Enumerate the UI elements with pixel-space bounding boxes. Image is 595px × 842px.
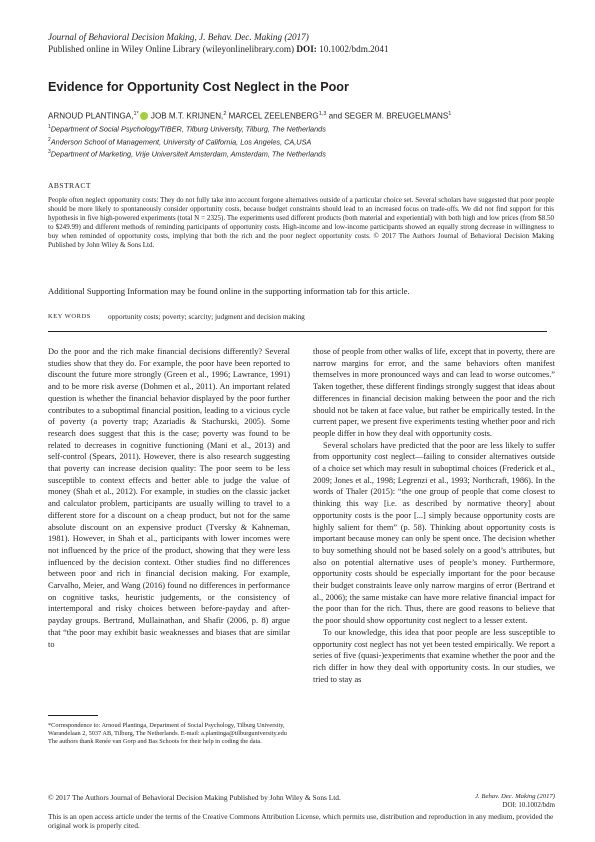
acknowledgement-footnote: The authors thank Renée van Gorp and Bas Schoots for their help in coding the data. [48, 738, 262, 745]
body-column-left [48, 346, 290, 706]
author-2-affil: 2 [223, 111, 227, 117]
author-4-affil: 1 [448, 111, 452, 117]
affiliation-1-text: Department of Social Psychology/TIBER, Tilburg University, Tilburg, The Netherlands [50, 124, 326, 134]
author-list [48, 111, 451, 121]
correspondence-footnote: *Correspondence to: Arnoud Plantinga, Department of Social Psychology, Tilburg University, Warandelaan 2, 5037 AB, Tilburg, The Netherlands. E-mail: a.plantinga@tilburguniversity.edu [48, 722, 287, 737]
footer-journal: J. Behav. Dec. Making (2017) [475, 793, 555, 800]
author-3: MARCEL ZEELENBERG [226, 111, 319, 121]
published-online-line [48, 43, 389, 55]
keywords-label: KEY WORDS [48, 313, 91, 320]
copyright-line: © 2017 The Authors Journal of Behavioral Decision Making Published by John Wiley & Sons Ltd. [48, 793, 341, 802]
supporting-info-note: Additional Supporting Information may be found online in the supporting information tab for this article. [48, 286, 410, 296]
orcid-icon[interactable] [140, 112, 148, 120]
body-paragraph: Do the poor and the rich make financial decisions differently? Several studies show that they do. For example, the poor have been reported to discount the future more strongly (Green et al., 1996; Lawrance, 1991) and to be more risk averse (Dohmen et al., 2011). An important related question is whether the financial behavior displayed by the poor further contributes to a suboptimal financial position, leading to a vicious cycle of poverty (a poverty trap; Azariadis & Stachurski, 2005). Some research does suggest that this is the case; poverty was found to be related to decreases in cognitive functioning (Mani et al., 2013) and self-control (Spears, 2011). However, there is also research suggesting that poverty can increase decision quality: The poor seem to be less susceptible to context effects and better able to judge the value of money (Shah et al., 2012). For example, in studies on the classic jacket and calculator problem, participants are usually willing to travel to a different store for a discount on a cheap product, but not for the same absolute discount on an expensive product (Tversky & Kahneman, 1981). However, in Shah et al., participants with lower incomes were not influenced by the price of the product, showing that they were less influenced by the decision context. Other studies find no differences between poor and rich in financial decision making. For example, Carvalho, Meier, and Wang (2016) found no differences in performance on cognitive tasks, heuristic judgements, or the consistency of intertemporal and risky choices between before-payday and after-payday groups. Bertrand, Mullainathan, and Shafir (2006, p. 8) argue that “the poor may exhibit basic weaknesses and biases that are similar to [48, 347, 290, 649]
affiliation-3-text: Department of Marketing, Vrije Universiteit Amsterdam, Amsterdam, The Netherlands [50, 149, 326, 159]
body-paragraph: Several scholars have predicted that the poor are less likely to suffer from opportunity cost neglect—failing to consider alternatives outside of a choice set which may result in suboptimal choices (Frederick et al., 2009; Jones et al., 1998; Legrenzi et al., 1993; Northcraft, 1986). In the words of Thaler (2015): “the one group of people that come closest to thinking this way [i.e. as described by normative theory] about opportunity costs is the poor [...] simply because opportunity costs are highly salient for them” (p. 58). Thinking about opportunity costs is important because money can only be spent once. The decision whether to buy something should not be based solely on a good’s attributes, but also on potential alternative uses of people’s money. Furthermore, opportunity costs should be especially important for the poor because their budget constraints leave only narrow margins of error (Bertrand et al., 2006); the same mistake can have more relative financial impact for the poor than for the rich. Thus, there are good reasons to believe that the poor should show opportunity cost neglect to a lesser extent. [313, 440, 555, 626]
affiliation-2 [48, 137, 311, 146]
affiliation-2-number: 2 [48, 137, 51, 143]
open-access-notice: This is an open access article under the terms of the Creative Commons Attribution License, which permits use, distribution and reproduction in any medium, provided the original work is properly cited. [48, 812, 554, 831]
section-divider [48, 331, 547, 332]
affiliation-3-number: 3 [48, 149, 51, 155]
footnotes [48, 722, 288, 746]
footnote-divider [48, 715, 98, 716]
affiliation-1 [48, 124, 326, 133]
footer-doi: DOI: 10.1002/bdm [502, 802, 555, 809]
body-column-right [313, 346, 555, 798]
doi-link[interactable]: 10.1002/bdm.2041 [316, 44, 389, 54]
journal-citation: Journal of Behavioral Decision Making, J. Behav. Dec. Making (2017) [48, 32, 309, 42]
affiliation-1-number: 1 [48, 124, 51, 130]
abstract-text: People often neglect opportunity costs: They do not fully take into account forgone alternatives outside of a particular choice set. Several scholars have suggested that poor people should be more likely to spontaneously consider opportunity costs, because budget constraints should lead to an increased focus on trade-offs. We did not find support for this hypothesis in five high-powered experiments (total N = 2325). The experiments used different products (both material and experiential) with both high and low prices (from $8.50 to $249.99) and different methods of reminding participants of opportunity costs. High-income and low-income participants showed an equally strong decrease in willingness to buy when reminded of opportunity costs, implying that both the rich and the poor neglect opportunity costs. © 2017 The Authors Journal of Behavioral Decision Making Published by John Wiley & Sons Ltd. [48, 196, 554, 250]
abstract-heading: ABSTRACT [48, 181, 91, 190]
doi-label: DOI: [296, 44, 317, 54]
author-1: ARNOUD PLANTINGA, [48, 111, 134, 121]
author-2: JOB M.T. KRIJNEN, [148, 111, 224, 121]
author-4: and SEGER M. BREUGELMANS [326, 111, 449, 121]
article-title: Evidence for Opportunity Cost Neglect in the Poor [48, 80, 349, 94]
published-online-text: Published online in Wiley Online Library (wileyonlinelibrary.com) [48, 44, 297, 54]
body-paragraph: those of people from other walks of life, except that in poverty, there are narrow margins for error, and the same behaviors often manifest themselves in more pronounced ways and can lead to worse outcomes.” Taken together, these different findings strongly suggest that ideas about differences in financial decision making between the poor and the rich should not be taken at face value, but rather be empirically tested. In the current paper, we present five experiments testing whether poor and rich people differ in how they deal with opportunity costs. [313, 347, 555, 438]
affiliation-2-text: Anderson School of Management, University of California, Los Angeles, CA,USA [50, 137, 312, 147]
author-3-affil: 1,3 [318, 111, 327, 117]
affiliation-3 [48, 149, 326, 158]
keywords-text: opportunity costs; poverty; scarcity; judgment and decision making [108, 312, 305, 321]
author-1-affil: 1 [133, 111, 137, 117]
body-paragraph: To our knowledge, this idea that poor people are less susceptible to opportunity cost neglect has not yet been tested empirically. We report a series of five (quasi-)experiments that examine whether the poor and the rich differ in how they deal with opportunity costs. In our studies, we tried to stay as [313, 627, 555, 684]
author-1-correspondence-mark: * [136, 111, 139, 117]
